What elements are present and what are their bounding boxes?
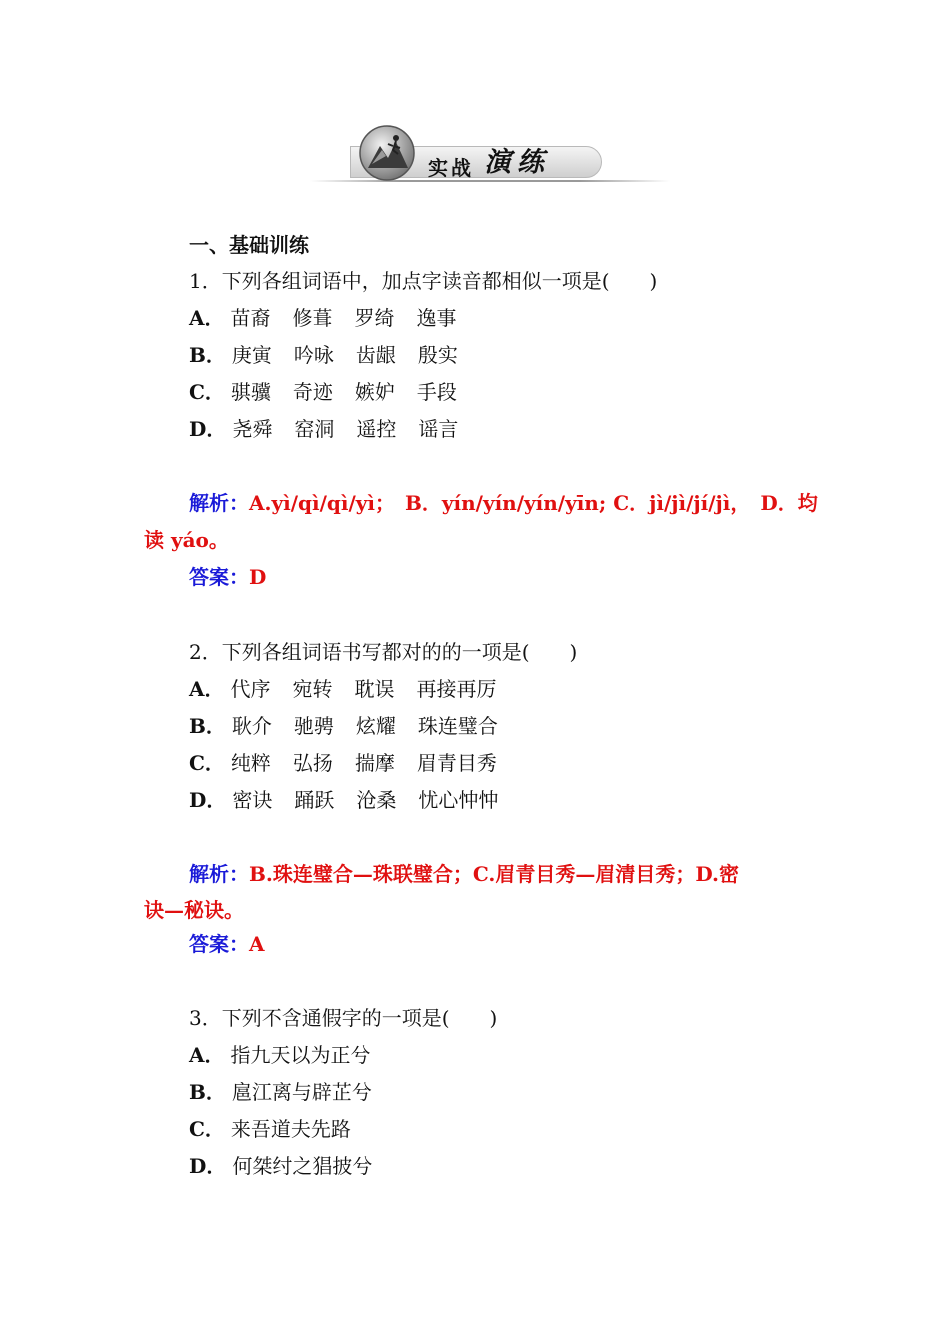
question-2-option-c: [189, 750, 519, 776]
question-3-option-d: [189, 1153, 372, 1179]
question-2-stem: 2．下列各组词语书写都对的的一项是( ): [189, 640, 578, 664]
option-label: A．: [189, 677, 225, 701]
question-1-option-d: [189, 416, 480, 442]
question-1-option-a: [189, 305, 479, 331]
question-1-option-c: [189, 379, 479, 405]
option-word: 逸事: [416, 306, 457, 330]
answer-label: 答案：: [189, 565, 249, 589]
question-3-stem: 3．下列不含通假字的一项是( ): [189, 1006, 498, 1030]
option-word: 尧舜: [232, 417, 273, 441]
question-2-answer: [189, 931, 265, 957]
banner-title-small: 实战: [428, 156, 474, 180]
option-word: 纯粹: [230, 751, 271, 775]
option-word: 驰骋: [293, 714, 334, 738]
option-word: 眉青目秀: [416, 751, 497, 775]
option-word: 炫耀: [355, 714, 396, 738]
option-word: 手段: [416, 380, 457, 404]
option-word: 窑洞: [294, 417, 335, 441]
option-label: B．: [189, 714, 226, 738]
section-title: 一、基础训练: [189, 233, 309, 257]
option-word: 弘扬: [292, 751, 333, 775]
option-word: 忧心忡忡: [418, 788, 499, 812]
option-text: 何桀纣之猖披兮: [232, 1154, 373, 1178]
option-label: B．: [189, 343, 226, 367]
answer-value: A: [249, 932, 265, 956]
option-word: 苗裔: [230, 306, 271, 330]
option-label: C．: [189, 751, 225, 775]
option-word: 罗绮: [354, 306, 395, 330]
section-banner: [310, 122, 670, 188]
option-label: B．: [189, 1080, 226, 1104]
climber-emblem-icon: [358, 124, 416, 182]
option-word: 再接再厉: [416, 677, 497, 701]
option-word: 殷实: [417, 343, 458, 367]
option-word: 奇迹: [292, 380, 333, 404]
question-3-option-b: [189, 1079, 372, 1105]
question-2-option-a: [189, 676, 519, 702]
option-label: A．: [189, 1043, 225, 1067]
option-word: 沧桑: [356, 788, 397, 812]
option-word: 密诀: [232, 788, 273, 812]
question-2-option-d: [189, 787, 520, 813]
option-label: C．: [189, 1117, 225, 1141]
question-2-analysis-cont: 诀—秘诀。: [144, 898, 244, 922]
question-1-option-b: [189, 342, 480, 368]
option-word: 骐骥: [230, 380, 271, 404]
option-word: 代序: [230, 677, 271, 701]
banner-title-large: 演练: [484, 147, 550, 178]
option-label: D．: [189, 1154, 227, 1178]
question-1-answer: [189, 564, 266, 590]
option-text: 来吾道夫先路: [230, 1117, 351, 1141]
option-word: 踊跃: [294, 788, 335, 812]
question-3-option-a: [189, 1042, 371, 1068]
option-text: 扈江离与辟芷兮: [231, 1080, 372, 1104]
analysis-label: 解析：: [189, 491, 249, 515]
analysis-text: B.珠连璧合—珠联璧合；C.眉青目秀—眉清目秀；D.密: [249, 862, 739, 886]
option-word: 耽误: [354, 677, 395, 701]
option-word: 吟咏: [293, 343, 334, 367]
option-word: 耿介: [231, 714, 272, 738]
option-word: 齿龈: [355, 343, 396, 367]
option-word: 揣摩: [354, 751, 395, 775]
option-label: A．: [189, 306, 225, 330]
question-1-analysis-cont: 读 yáo。: [144, 528, 229, 552]
option-word: 修葺: [292, 306, 333, 330]
option-word: 庚寅: [231, 343, 272, 367]
question-2-analysis: [189, 861, 739, 887]
option-word: 谣言: [418, 417, 459, 441]
option-text: 指九天以为正兮: [230, 1043, 371, 1067]
answer-value: D: [249, 565, 267, 589]
option-label: D．: [189, 788, 227, 812]
analysis-label: 解析：: [189, 862, 249, 886]
option-label: D．: [189, 417, 227, 441]
option-label: C．: [189, 380, 225, 404]
question-2-option-b: [189, 713, 520, 739]
question-1-analysis: [189, 490, 818, 516]
option-word: 宛转: [292, 677, 333, 701]
answer-label: 答案：: [189, 932, 249, 956]
analysis-text: A.yì/qì/qì/yì； B．yín/yín/yín/yīn; C．jì/jì/jí/jì， D．均: [249, 491, 818, 515]
question-3-option-c: [189, 1116, 351, 1142]
option-word: 嫉妒: [354, 380, 395, 404]
option-word: 珠连璧合: [417, 714, 498, 738]
option-word: 遥控: [356, 417, 397, 441]
question-1-stem: 1．下列各组词语中，加点字读音都相似一项是( ): [189, 269, 658, 293]
